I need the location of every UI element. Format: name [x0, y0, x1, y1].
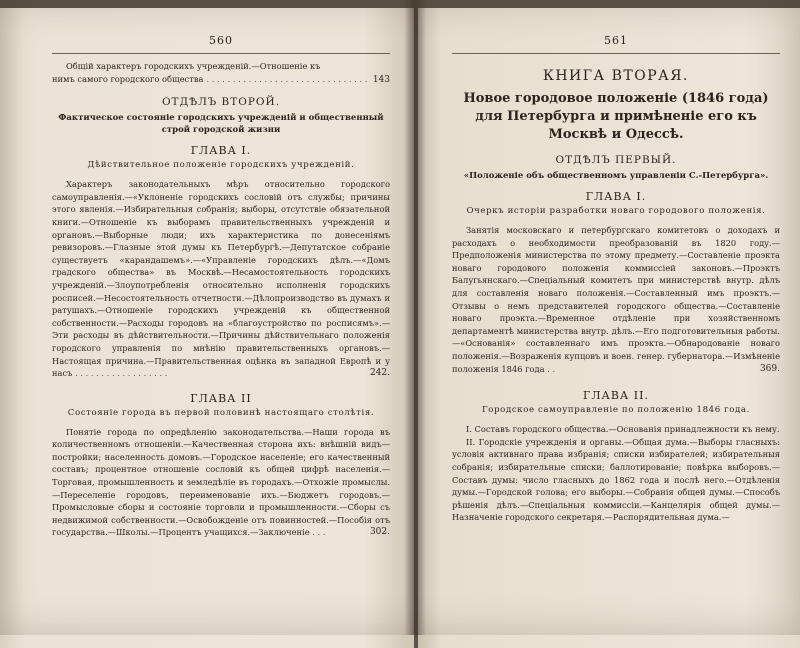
section-title: ОТДѢЛЪ ПЕРВЫЙ.	[555, 154, 677, 166]
leader-dots: . . . . . . . . . . . . . . . . . .	[75, 368, 168, 379]
page-number-left: 560	[209, 34, 233, 47]
chapter-2-page-ref: 302.	[369, 527, 390, 538]
chapter-summary-2	[52, 426, 390, 539]
chapter-page-ref: 369.	[759, 363, 780, 374]
section-title: ОТДѢЛЪ ВТОРОЙ.	[161, 96, 281, 109]
left-page	[0, 8, 414, 648]
chapter-heading: ГЛАВА I.	[585, 190, 647, 203]
book-gutter	[404, 0, 426, 635]
left-page-content	[52, 8, 390, 539]
chapter-2-paragraph-2: II. Городскіе учрежденія и органы.—Общая дума.—Выборы гласныхъ: условія активнаго права избранія; списки избирателей; избирательныя собранія; избирательные списки; баллотированіе; повѣрка выборовъ.—Составъ думы: число гласныхъ до 1862 года и послѣ него.—Отдѣленія думы.—Городской голова; его выборы.—Собранія общей думы.—Способъ рѣшенія дѣлъ.—Спеціальныя коммиссіи.—Канцелярія общей думы.—Назначеніе городского секретаря.—Распорядительная дума.—	[452, 436, 780, 523]
right-page-content	[452, 8, 780, 524]
intro-line-1: Общій характеръ городскихъ учрежденій.—Отношеніе къ	[66, 61, 321, 71]
page-number-right: 561	[604, 34, 628, 47]
leader-dots: . . . . . . . . . . . . . . . . . . . . . . . . . . . . . . .	[206, 73, 368, 84]
chapter-heading: ГЛАВА I.	[190, 144, 252, 158]
chapter-summary-2	[452, 423, 780, 524]
section-subtitle: «Положеніе объ общественномъ управленіи С.-Петербурга».	[463, 171, 769, 181]
right-page	[418, 8, 800, 648]
book-title: КНИГА ВТОРАЯ.	[543, 68, 689, 84]
chapter-title: Очеркъ исторіи разработки новаго городового положенія.	[466, 206, 766, 216]
chapter-summary	[452, 224, 780, 375]
header-rule	[52, 53, 390, 54]
chapter-heading-2: ГЛАВА II	[190, 391, 252, 405]
chapter-summary-2-text: Понятіе города по опредѣленію законодательства.—Наши города въ количественномъ отношеніи.—Качественная сторона ихъ: внѣшній видъ—постройки; населенность домовъ.—Городское населеніе; его качественный составъ; процентное отношеніе сословій къ общей цифрѣ населенія.—Торговая, промышленность и земледѣліе въ городахъ.—Отхожіе промыслы.—Переселеніе городовъ, переименованіе ихъ.—Бюджетъ городовъ.—Промысловые сборы и состояніе торговли и промышленности.—Сборы съ недвижимой собственности.—Освобожденіе отъ повинностей.—Пособія отъ государства.—Школы.—Процентъ учащихся.—Заключеніе	[52, 426, 390, 538]
chapter-summary-2-body	[52, 426, 390, 539]
chapter-page-ref: 242.	[369, 368, 390, 379]
chapter-2-paragraph-1: I. Составъ городского общества.—Основанія принадлежности къ нему.	[466, 424, 780, 435]
chapter-title-2: Состояніе города въ первой половинѣ настоящаго столѣтія.	[67, 407, 375, 418]
chapter-summary-body	[52, 178, 390, 380]
section-subtitle: Фактическое состояніе городскихъ учрежденій и общественный строй городской жизни	[58, 113, 384, 136]
chapter-summary	[52, 178, 390, 380]
intro-entry	[52, 60, 390, 86]
intro-page-ref: 143	[372, 74, 390, 85]
intro-line-2-text: нимъ самого городского общества	[52, 73, 204, 84]
leader-dots: . .	[547, 363, 556, 374]
chapter-summary-text: Характеръ законодательныхъ мѣръ относительно городского самоуправленія.—«Уклоненіе городскихъ сословій отъ службы; причины этого явленія.—Избирательныя собранія; выборы, отсутствіе обязательной книги.—Отношеніе къ выборамъ правительственныхъ учрежденій и органовъ.—Выборные люди; ихъ характеристика по донесеніямъ ревизоровъ.—Глазные этой думы къ Петербургѣ.—Депутатское собраніе существуетъ «карандашемъ».—«Управленіе городскихъ дѣлъ.—«Домъ градского общества» въ Москвѣ.—Несамостоятельность городскихъ учрежденій.—Злоупотребленія относительно исполненія городскихъ росписей.—Несостоятельность отчетности.—Дѣлопроизводство въ думахъ и ратушахъ.—Отношеніе городскихъ учрежденій къ общественной собственности.—Расходы городовъ на «благоустройство по росписямъ».—Эти расходы въ дѣйствительности.—Причины дѣйствительнаго положенія городского управленія по мнѣнію правительственныхъ органовъ.—Настоящая причина.—Правительственная оцѣнка въ западной Европѣ и у насъ	[52, 179, 390, 379]
book-subtitle: Новое городовое положеніе (1846 года) для Петербурга и примѣненіе его къ Москвѣ и Одессѣ.	[463, 91, 769, 142]
chapter-heading-2: ГЛАВА II.	[583, 389, 649, 403]
chapter-title: Дѣйствительное положеніе городскихъ учрежденій.	[87, 160, 355, 171]
chapter-summary-text: Занятія московскаго и петербургскаго комитетовъ о доходахъ и расходахъ о необходимости преобразованій въ 1820 году.—Предположенія министерства по этому предмету.—Составленіе проэкта новаго городового положенія коммиссіей законовъ.—Проэктъ Балугьянскаго.—Спеціальный комитетъ при министерствѣ внутр. дѣлъ для составленія новаго положенія.—Составленный имъ проэктъ.—Отзывы о немъ представителей городского общества.—Составленіе новаго проэкта.—Временное отдѣленіе при хозяйственномъ департаментѣ министерства внутр. дѣлъ.—Его подготовительныя работы.—«Основанія» составленнаго имъ проэкта.—Обнародованіе новаго положенія.—Возраженія купцовъ и воен. генер. губернатора.—Измѣненіе положенія 1846 года	[452, 225, 780, 374]
intro-line-2	[52, 73, 390, 87]
chapter-title-2: Городское самоуправленіе по положенію 1846 года.	[482, 405, 750, 416]
chapter-summary-body	[452, 224, 780, 375]
leader-dots: . . .	[312, 527, 326, 538]
header-rule	[452, 53, 780, 54]
